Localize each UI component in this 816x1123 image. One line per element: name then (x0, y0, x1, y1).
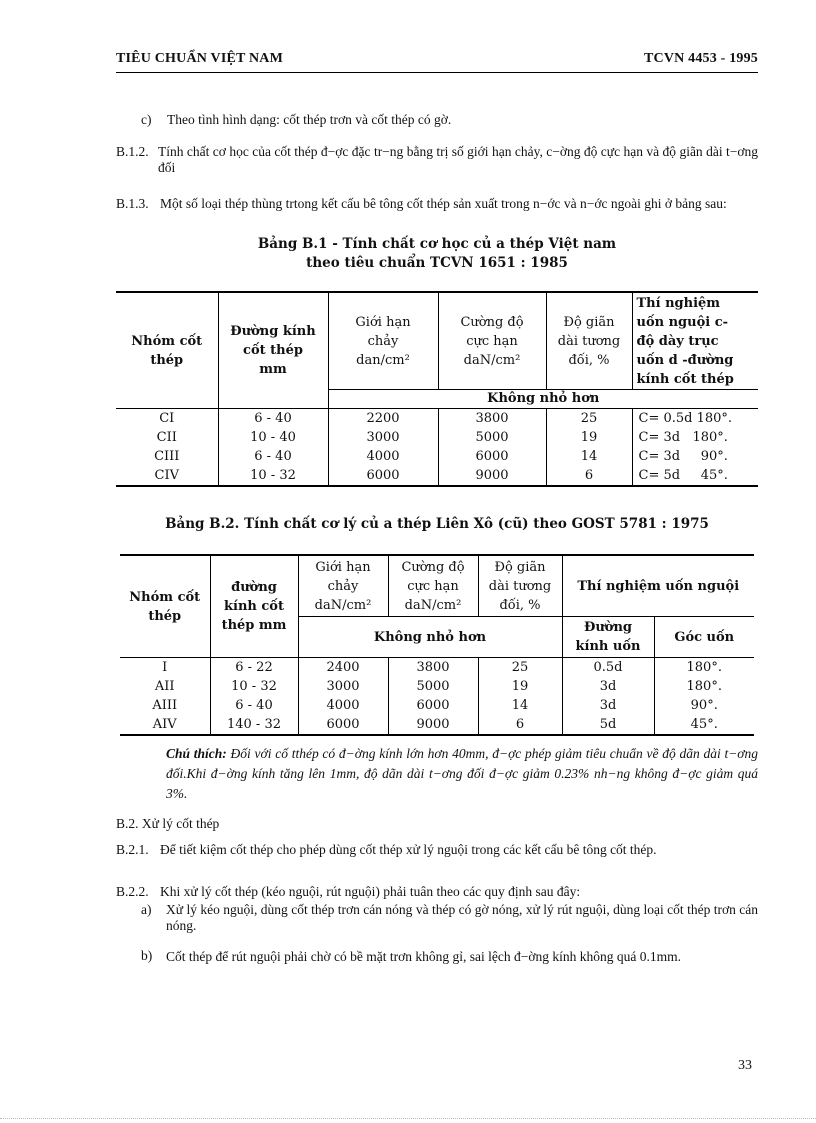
table2 (120, 554, 754, 736)
paragraph-b22-text: Khi xử lý cốt thép (kéo nguội, rút nguội) phải tuân theo các quy định sau đây: (160, 884, 581, 899)
table1-row: CI 6 - 40 2200 3800 25 C= 0.5d 180°. (116, 409, 758, 429)
header-title: TIÊU CHUẨN VIỆT NAM (116, 51, 284, 66)
paragraph-b22b (141, 948, 758, 982)
table-note (166, 744, 758, 804)
table2-header-bend-diam: Đường kính uốn (562, 617, 654, 658)
paragraph-b12-text: Tính chất cơ học của cốt thép đ−ợc đặc tr−ng bằng trị số giới hạn chảy, c−ờng độ cực hạn và độ giãn dài t−ơng đối (158, 144, 758, 175)
section-b2-title: B.2. Xử lý cốt thép (116, 816, 220, 831)
paragraph-b12 (116, 144, 758, 178)
paragraph-c-text: Theo tình hình dạng: cốt thép trơn và cốt thép có gờ. (167, 112, 452, 127)
paragraph-b12-number: B.1.2. (116, 144, 149, 159)
table2-header-bend-angle: Góc uốn (654, 617, 754, 658)
page-header (116, 48, 758, 73)
table1-caption (116, 236, 758, 271)
paragraph-b13 (116, 196, 758, 230)
table2-row: I 6 - 22 2400 3800 25 0.5d 180°. (120, 658, 754, 678)
table1-header-min: Không nhỏ hơn (328, 390, 758, 409)
paragraph-b21-number: B.2.1. (116, 842, 149, 857)
table1-caption-line1: Bảng B.1 - Tính chất cơ học củ a thép Việt nam (257, 236, 617, 252)
header-standard-code: TCVN 4453 - 1995 (643, 51, 758, 66)
table1-header-yield: Giới hạn chảy dan/cm² (328, 292, 438, 390)
note-text: Đối với cố tthép có đ−ờng kính lớn hơn 40mm, đ−ợc phép giảm tiêu chuẩn về độ dãn dài t−ơng đối.Khi đ−ờng kính tăng lên 1mm, độ dãn dài t−ơng đối đ−ợc giảm 0.23% nh−ng không đ−ợc giảm quá 3%. (166, 746, 759, 801)
paragraph-b21 (116, 842, 758, 876)
table2-header-group: Nhóm cốt thép (120, 555, 210, 658)
table2-caption: Bảng B.2. Tính chất cơ lý củ a thép Liên Xô (cũ) theo GOST 5781 : 1975 (165, 516, 709, 532)
table2-header-row (120, 555, 754, 617)
table2-header-strength: Cường độ cực hạn daN/cm² (388, 555, 478, 617)
table1-row: CII 10 - 40 3000 5000 19 C= 3d 180°. (116, 428, 758, 447)
table2-header-min: Không nhỏ hơn (298, 617, 562, 658)
table1-header-strength: Cường độ cực hạn daN/cm² (438, 292, 546, 390)
paragraph-b13-number: B.1.3. (116, 196, 149, 211)
paragraph-b21-text: Để tiết kiệm cốt thép cho phép dùng cốt thép xử lý nguội trong các kết cấu bê tông cốt thép. (160, 842, 657, 857)
paragraph-b22b-text: Cốt thép để rút nguội phải chờ có bề mặt trơn không gỉ, sai lệch đ−ờng kính không quá 0.1mm. (166, 949, 681, 964)
table2-header-yield: Giới hạn chảy daN/cm² (298, 555, 388, 617)
page-bottom-divider (0, 1118, 816, 1119)
table1-header-group: Nhóm cốt thép (116, 292, 218, 409)
table1-row: CIII 6 - 40 4000 6000 14 C= 3d 90°. (116, 447, 758, 466)
table1-row: CIV 10 - 32 6000 9000 6 C= 5d 45°. (116, 466, 758, 486)
table1-header-bend: Thí nghiệm uốn nguội c- độ dày trục uốn d -đường kính cốt thép (632, 292, 758, 390)
paragraph-b22a (141, 902, 758, 936)
table2-row: AIV 140 - 32 6000 9000 6 5d 45°. (120, 715, 754, 735)
table2-header-diameter: đường kính cốt thép mm (210, 555, 298, 658)
note-label: Chú thích: (166, 746, 227, 761)
paragraph-b13-text: Một số loại thép thùng trtong kết cấu bê tông cốt thép sản xuất trong n−ớc và n−ớc ngoài ghi ở bảng sau: (160, 196, 727, 211)
table1-caption-line2: theo tiêu chuẩn TCVN 1651 : 1985 (306, 255, 568, 271)
table2-row: AIII 6 - 40 4000 6000 14 3d 90°. (120, 696, 754, 715)
table1-header-row (116, 292, 758, 390)
paragraph-b22b-number: b) (141, 948, 153, 963)
table1-header-diameter: Đường kính cốt thép mm (218, 292, 328, 409)
paragraph-c-number: c) (141, 112, 152, 127)
table2-header-elong: Độ giãn dài tương đối, % (478, 555, 562, 617)
table2-header-bend: Thí nghiệm uốn nguội (562, 555, 754, 617)
table1-header-elong: Độ giãn dài tương đối, % (546, 292, 632, 390)
paragraph-b22a-number: a) (141, 902, 152, 917)
paragraph-b22a-text: Xử lý kéo nguội, dùng cốt thép trơn cán nóng và thép có gờ nóng, xử lý rút nguội, dùng loại cốt thép trơn cán nóng. (166, 902, 758, 933)
page-number: 33 (738, 1058, 752, 1073)
table1 (116, 291, 758, 487)
table2-row: AII 10 - 32 3000 5000 19 3d 180°. (120, 677, 754, 696)
paragraph-b22-number: B.2.2. (116, 884, 149, 899)
